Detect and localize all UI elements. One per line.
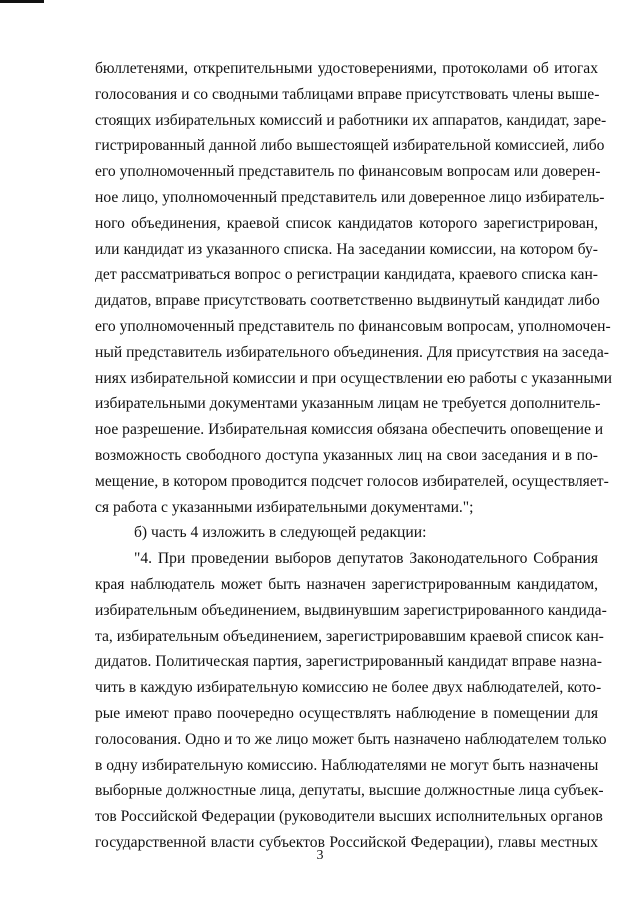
text-line: дидатов. Политическая партия, зарегистрированный кандидат вправе назна- xyxy=(95,653,602,671)
text-line: стоящих избирательных комиссий и работники их аппаратов, кандидат, заре- xyxy=(95,111,607,129)
text-line: выборные должностные лица, депутаты, высшие должностные лица субъек- xyxy=(95,782,604,800)
text-line: ного объединения, краевой список кандидатов которого зарегистрирован, xyxy=(95,214,598,232)
text-line: рые имеют право поочередно осуществлять наблюдение в помещении для xyxy=(95,704,598,722)
text-line: избирательными документами указанным лицам не требуется дополнитель- xyxy=(95,395,601,413)
text-line: возможность свободного доступа указанных лиц на свои заседания и в по- xyxy=(95,446,598,464)
text-line: б) часть 4 изложить в следующей редакции: xyxy=(134,524,427,542)
text-line: дидатов, вправе присутствовать соответственно выдвинутый кандидат либо xyxy=(95,292,600,310)
text-line: ное лицо, уполномоченный представитель или доверенное лицо избиратель- xyxy=(95,188,605,206)
text-line: государственной власти субъектов Российской Федерации), главы местных xyxy=(95,833,598,851)
text-line: чить в каждую избирательную комиссию не более двух наблюдателей, кото- xyxy=(95,679,602,697)
text-line: гистрированный данной либо вышестоящей избирательной комиссией, либо xyxy=(95,137,605,155)
text-line: ный представитель избирательного объединения. Для присутствия на заседа- xyxy=(95,343,609,361)
text-line: ся работа с указанными избирательными документами."; xyxy=(95,498,474,516)
text-line: голосования и со сводными таблицами вправе присутствовать члены выше- xyxy=(95,85,600,103)
text-line: дет рассматриваться вопрос о регистрации кандидата, краевого списка кан- xyxy=(95,266,598,284)
text-line: его уполномоченный представитель по финансовым вопросам, уполномочен- xyxy=(95,317,611,335)
text-line: "4. При проведении выборов депутатов Законодательного Собрания xyxy=(134,550,598,568)
text-line: голосования. Одно и то же лицо может быть назначено наблюдателем только xyxy=(95,730,607,748)
text-line: ное разрешение. Избирательная комиссия обязана обеспечить оповещение и xyxy=(95,421,604,439)
text-line: избирательным объединением, выдвинувшим зарегистрированного кандида- xyxy=(95,601,607,619)
text-line: ниях избирательной комиссии и при осуществлении ею работы с указанными xyxy=(95,369,613,387)
page-number: 3 xyxy=(316,848,324,863)
text-line: бюллетенями, открепительными удостоверениями, протоколами об итогах xyxy=(95,60,598,77)
document-body xyxy=(95,56,613,856)
text-line: края наблюдатель может быть назначен зарегистрированным кандидатом, xyxy=(95,575,598,593)
text-line: мещение, в котором проводится подсчет голосов избирателей, осуществляет- xyxy=(95,472,609,490)
text-line: или кандидат из указанного списка. На заседании комиссии, на котором бу- xyxy=(95,240,598,258)
text-line: та, избирательным объединением, зарегистрировавшим краевой список кан- xyxy=(95,627,604,645)
text-line: в одну избирательную комиссию. Наблюдателями не могут быть назначены xyxy=(95,756,599,774)
text-line: его уполномоченный представитель по финансовым вопросам или доверен- xyxy=(95,163,601,181)
text-line: тов Российской Федерации (руководители высших исполнительных органов xyxy=(95,808,603,826)
corner-mark xyxy=(0,0,44,3)
